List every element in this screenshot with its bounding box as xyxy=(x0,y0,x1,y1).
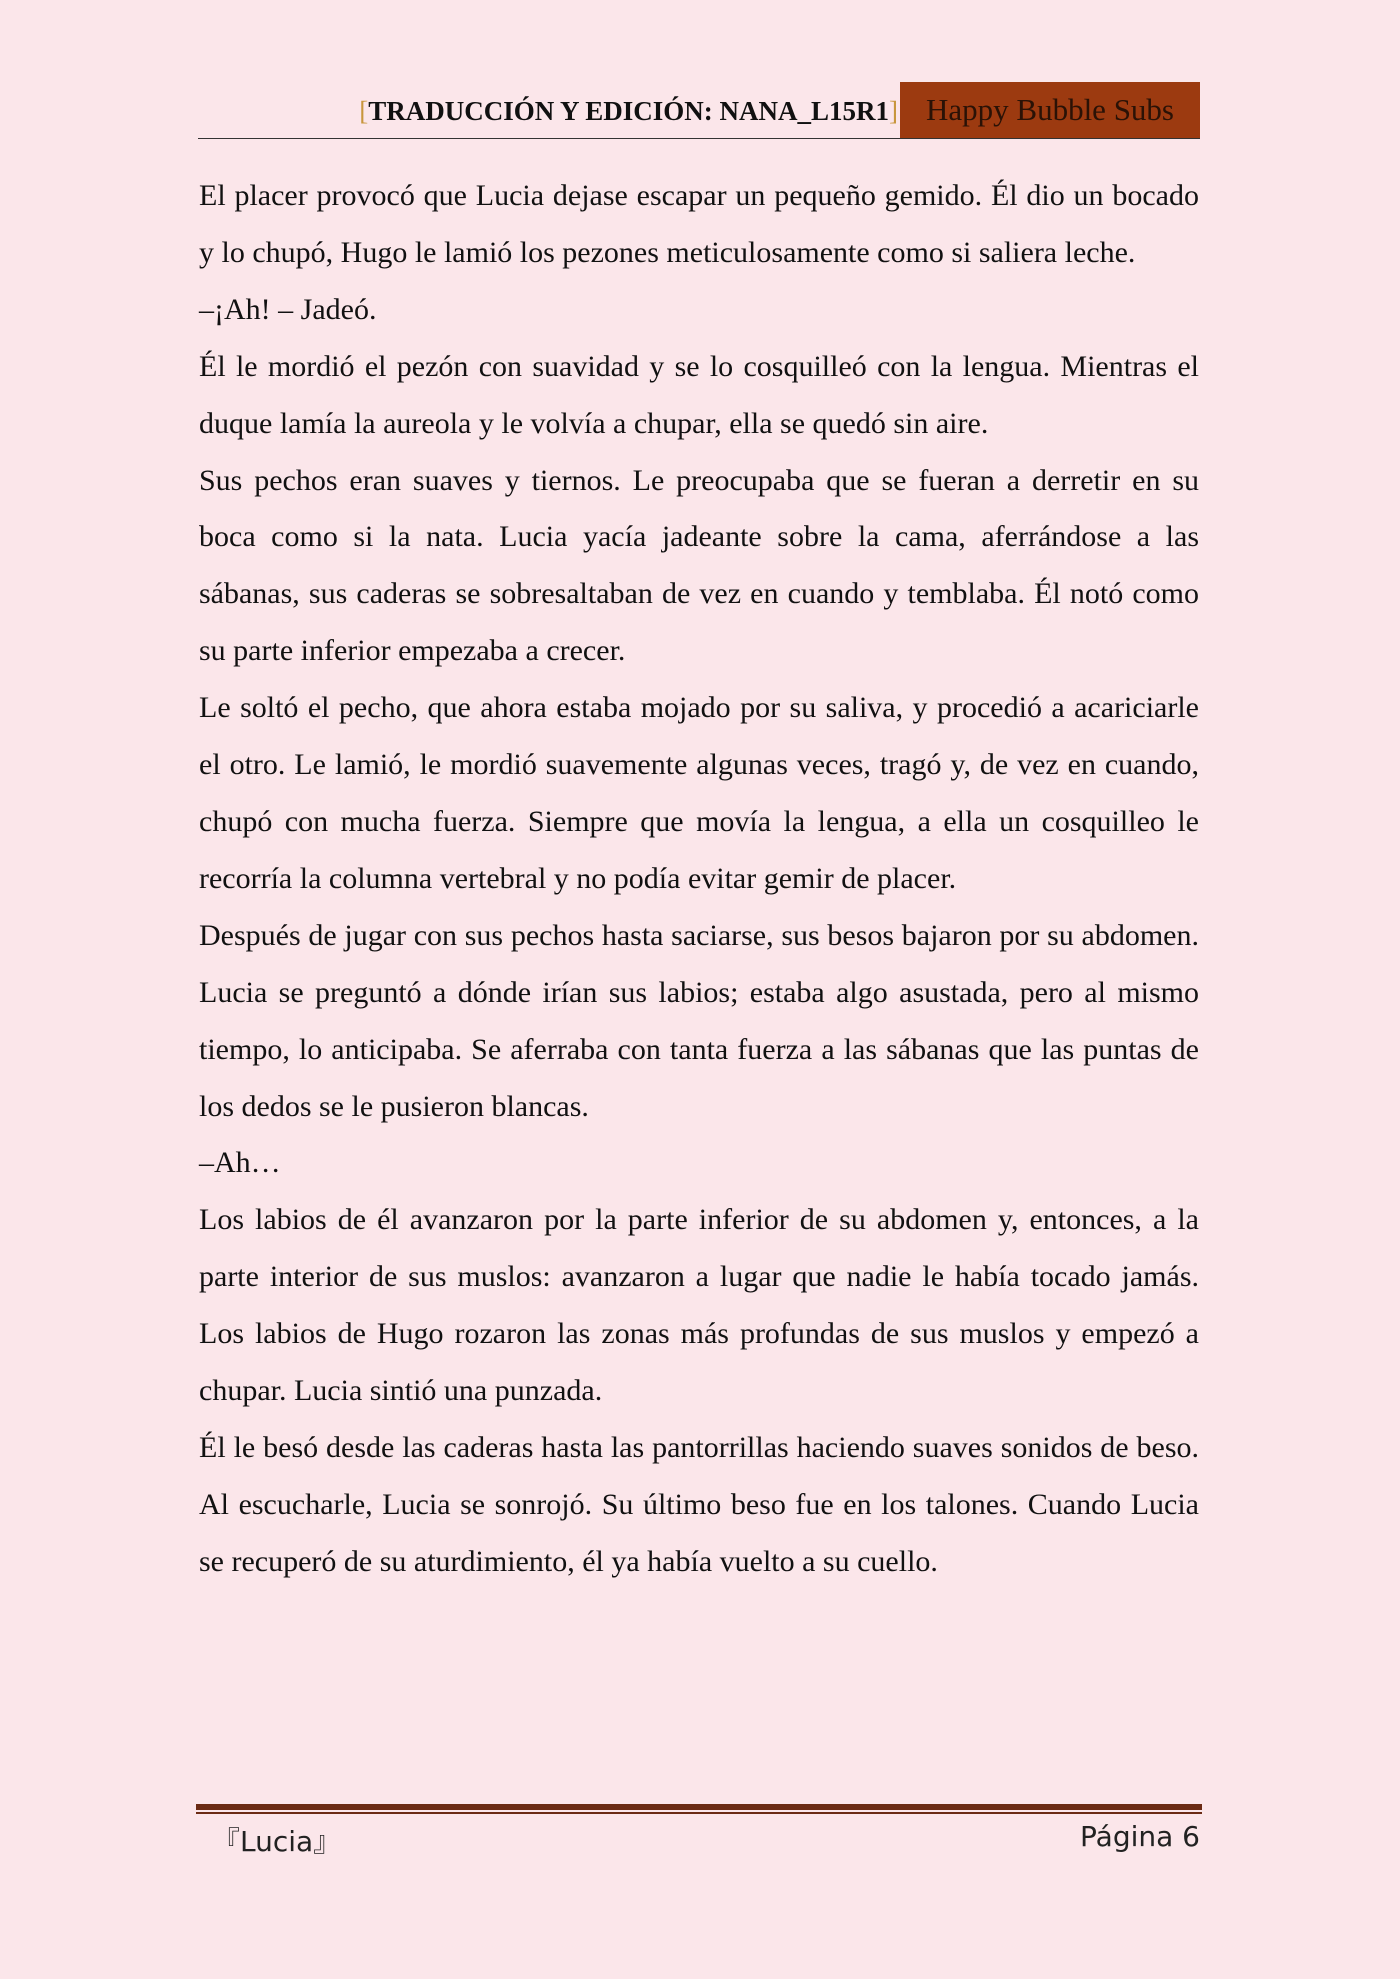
paragraph: Él le mordió el pezón con suavidad y se lo cosquilleó con la lengua. Mientras el duque lamía la aureola y le volvía a chupar, ella se quedó sin aire. xyxy=(199,349,1199,440)
paragraph: –¡Ah! – Jadeó. xyxy=(199,292,377,326)
paragraph: –Ah… xyxy=(199,1146,281,1180)
footer-rule-thick xyxy=(196,1804,1202,1810)
body-text xyxy=(199,168,1199,1591)
credit-text: TRADUCCIÓN Y EDICIÓN: NANA_L15R1 xyxy=(368,96,889,126)
page-header xyxy=(198,82,1200,139)
paragraph: Él le besó desde las caderas hasta las pantorrillas haciendo suaves sonidos de beso. Al escucharle, Lucia se sonrojó. Su último beso fue en los talones. Cuando Lucia se recuperó de su aturdimiento, él ya había vuelto a su cuello. xyxy=(199,1430,1199,1578)
bracket-open: [ xyxy=(359,96,369,126)
translation-credit xyxy=(359,96,898,127)
paragraph: Después de jugar con sus pechos hasta saciarse, sus besos bajaron por su abdomen. Lucia se preguntó a dónde irían sus labios; estaba algo asustada, pero al mismo tiempo, lo anticipaba. Se aferraba con tanta fuerza a las sábanas que las puntas de los dedos se le pusieron blancas. xyxy=(199,918,1199,1123)
book-title: 『Lucia』 xyxy=(212,1825,342,1858)
paragraph: El placer provocó que Lucia dejase escapar un pequeño gemido. Él dio un bocado y lo chupó, Hugo le lamió los pezones meticulosamente como si saliera leche. xyxy=(199,179,1199,269)
bracket-close: ] xyxy=(889,96,898,126)
footer-rule-thin xyxy=(196,1812,1202,1814)
page-number: Página 6 xyxy=(1080,1820,1200,1853)
paragraph: Sus pechos eran suaves y tiernos. Le preocupaba que se fueran a derretir en su boca como si la nata. Lucia yacía jadeante sobre la cama, aferrándose a las sábanas, sus caderas se sobresaltaban de vez en cuando y temblaba. Él notó como su parte inferior empezaba a crecer. xyxy=(199,463,1199,668)
group-name-badge: Happy Bubble Subs xyxy=(900,82,1200,138)
paragraph: Le soltó el pecho, que ahora estaba mojado por su saliva, y procedió a acariciarle el otro. Le lamió, le mordió suavemente algunas veces, tragó y, de vez en cuando, chupó con mucha fuerza. Siempre que movía la lengua, a ella un cosquilleo le recorría la columna vertebral y no podía evitar gemir de placer. xyxy=(199,691,1199,895)
paragraph: Los labios de él avanzaron por la parte inferior de su abdomen y, entonces, a la parte interior de sus muslos: avanzaron a lugar que nadie le había tocado jamás. Los labios de Hugo rozaron las zonas más profundas de sus muslos y empezó a chupar. Lucia sintió una punzada. xyxy=(199,1203,1199,1408)
